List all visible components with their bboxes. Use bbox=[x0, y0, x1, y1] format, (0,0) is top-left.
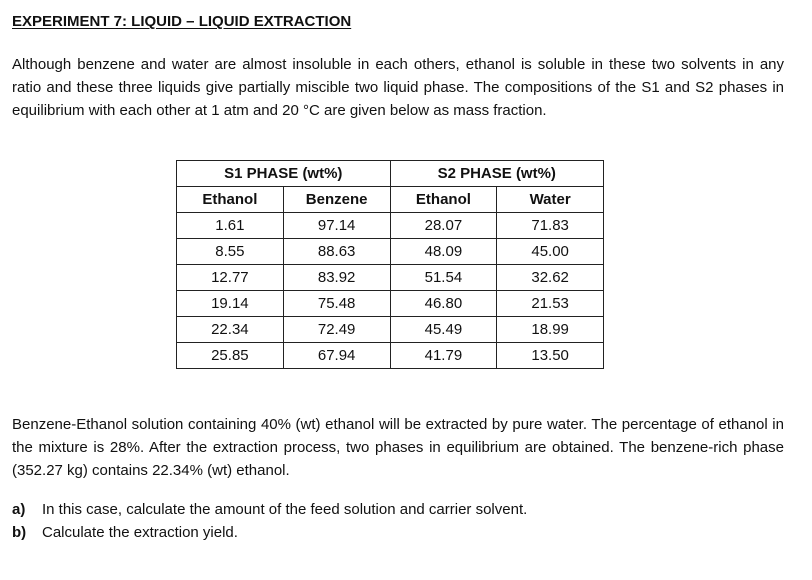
table-cell: 18.99 bbox=[497, 317, 604, 343]
table-cell: 97.14 bbox=[283, 213, 390, 239]
table-cell: 12.77 bbox=[177, 265, 284, 291]
table-cell: 41.79 bbox=[390, 343, 497, 369]
intro-paragraph: Although benzene and water are almost insoluble in each others, ethanol is soluble in these two solvents in any ratio and these three liquids give partially miscible two liquid phase. The compositions of the S1 and S2 phases in equilibrium with each other at 1 atm and 20 °C are given below as mass fraction. bbox=[12, 56, 784, 119]
table-cell: 21.53 bbox=[497, 291, 604, 317]
table-cell: 28.07 bbox=[390, 213, 497, 239]
s1-phase-header: S1 PHASE (wt%) bbox=[177, 161, 391, 187]
question-item-a bbox=[12, 498, 527, 521]
document-title: EXPERIMENT 7: LIQUID – LIQUID EXTRACTION bbox=[12, 13, 352, 30]
table-cell: 8.55 bbox=[177, 239, 284, 265]
table-row bbox=[177, 343, 604, 369]
table-cell: 88.63 bbox=[283, 239, 390, 265]
question-text: In this case, calculate the amount of the feed solution and carrier solvent. bbox=[42, 501, 528, 518]
table-group-header-row bbox=[177, 161, 604, 187]
column-header-s2-ethanol: Ethanol bbox=[390, 187, 497, 213]
table-cell: 67.94 bbox=[283, 343, 390, 369]
table-cell: 25.85 bbox=[177, 343, 284, 369]
table-cell: 22.34 bbox=[177, 317, 284, 343]
table-cell: 45.49 bbox=[390, 317, 497, 343]
table-row bbox=[177, 291, 604, 317]
table-row bbox=[177, 317, 604, 343]
question-marker: b) bbox=[12, 524, 27, 541]
table-cell: 19.14 bbox=[177, 291, 284, 317]
table-cell: 48.09 bbox=[390, 239, 497, 265]
table-cell: 71.83 bbox=[497, 213, 604, 239]
problem-paragraph: Benzene-Ethanol solution containing 40% (wt) ethanol will be extracted by pure water. The percentage of ethanol in the mixture is 28%. After the extraction process, two phases in equilibrium are obtained. The benzene-rich phase (352.27 kg) contains 22.34% (wt) ethanol. bbox=[12, 416, 784, 479]
column-header-s2-water: Water bbox=[497, 187, 604, 213]
table-cell: 1.61 bbox=[177, 213, 284, 239]
table-cell: 83.92 bbox=[283, 265, 390, 291]
table-cell: 46.80 bbox=[390, 291, 497, 317]
table-row bbox=[177, 265, 604, 291]
question-text: Calculate the extraction yield. bbox=[42, 524, 238, 541]
table-column-header-row bbox=[177, 187, 604, 213]
question-marker: a) bbox=[12, 501, 26, 518]
table-cell: 75.48 bbox=[283, 291, 390, 317]
table-cell: 72.49 bbox=[283, 317, 390, 343]
table-cell: 45.00 bbox=[497, 239, 604, 265]
column-header-s1-ethanol: Ethanol bbox=[177, 187, 284, 213]
question-item-b bbox=[12, 521, 527, 544]
column-header-s1-benzene: Benzene bbox=[283, 187, 390, 213]
question-list bbox=[12, 498, 527, 544]
equilibrium-table bbox=[176, 160, 604, 369]
s2-phase-header: S2 PHASE (wt%) bbox=[390, 161, 603, 187]
table-cell: 51.54 bbox=[390, 265, 497, 291]
table-cell: 13.50 bbox=[497, 343, 604, 369]
table-row bbox=[177, 239, 604, 265]
table-cell: 32.62 bbox=[497, 265, 604, 291]
table-row bbox=[177, 213, 604, 239]
